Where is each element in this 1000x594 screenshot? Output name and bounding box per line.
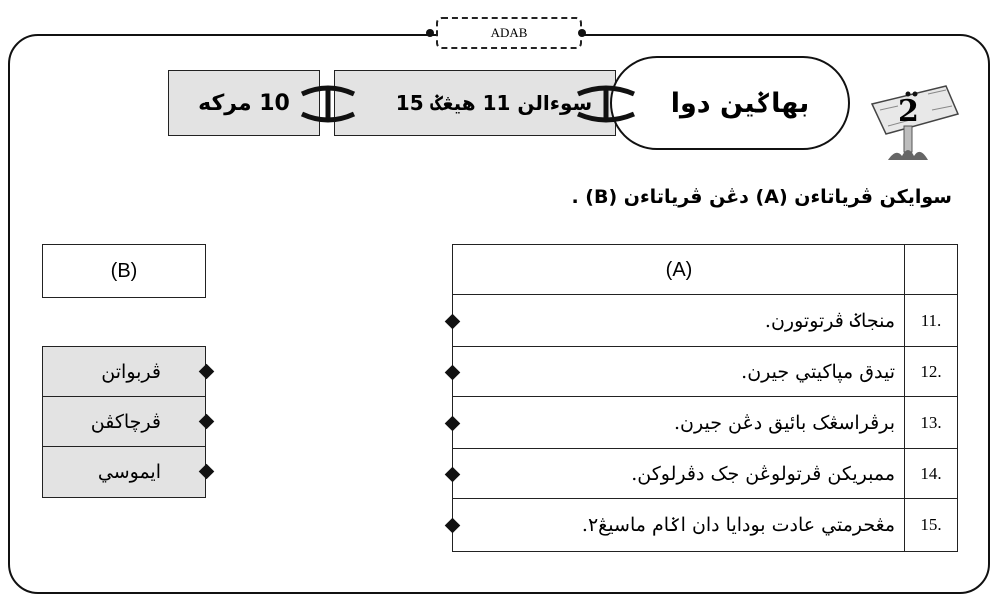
table-a-row-13-text: برڤراسڠک بائيق دڠن جيرن. <box>452 396 906 450</box>
section-title-box <box>610 56 850 150</box>
table-a-header <box>452 244 906 296</box>
table-a-row-13-num: 13. <box>904 396 958 450</box>
table-a-header-label: (A) <box>665 258 693 281</box>
section-number-emblem <box>858 70 964 162</box>
tag-left-dot <box>426 29 434 37</box>
table-a-row-15-text: مڠحرمتي عادت بودايا دان اݢام ماسيڠ٢. <box>452 498 906 552</box>
table-a-row-12-num: 12. <box>904 346 958 398</box>
table-a-header-num-cell <box>904 244 958 296</box>
table-a-row-15-num: 15. <box>904 498 958 552</box>
header-link-right <box>574 74 638 134</box>
marks-label: 10 مركه <box>198 90 290 116</box>
question-range-label: سوءالن 11 هيڠݢ 15 <box>395 91 593 115</box>
table-a-row-11-text: منجاݢ ڤرتوتورن. <box>452 294 906 348</box>
instruction-text: سوايكن ڤرياتاءن (A) دڠن ڤرياتاءن (B) . <box>571 186 952 208</box>
table-b-item-3: ايموسي <box>42 446 206 498</box>
subject-tag <box>436 17 582 49</box>
table-a-row-14-text: ممبريکن ڤرتولوڠن جک دڤرلوکن. <box>452 448 906 500</box>
table-a-row-12-text: تيدق مڽاكيتي جيرن. <box>452 346 906 398</box>
table-a-row-14-num: 14. <box>904 448 958 500</box>
section-title: بهاݢين دوا <box>670 87 810 119</box>
header-link-left <box>298 74 358 134</box>
section-number: 2 <box>898 94 919 129</box>
table-b-item-2: ڤرچاکڤن <box>42 396 206 448</box>
tag-right-dot <box>578 29 586 37</box>
subject-tag-label: ADAB <box>490 25 528 40</box>
table-a-row-11-num: 11. <box>904 294 958 348</box>
table-b-item-1: ڤربواتن <box>42 346 206 398</box>
table-b-header: (B) <box>42 244 206 298</box>
